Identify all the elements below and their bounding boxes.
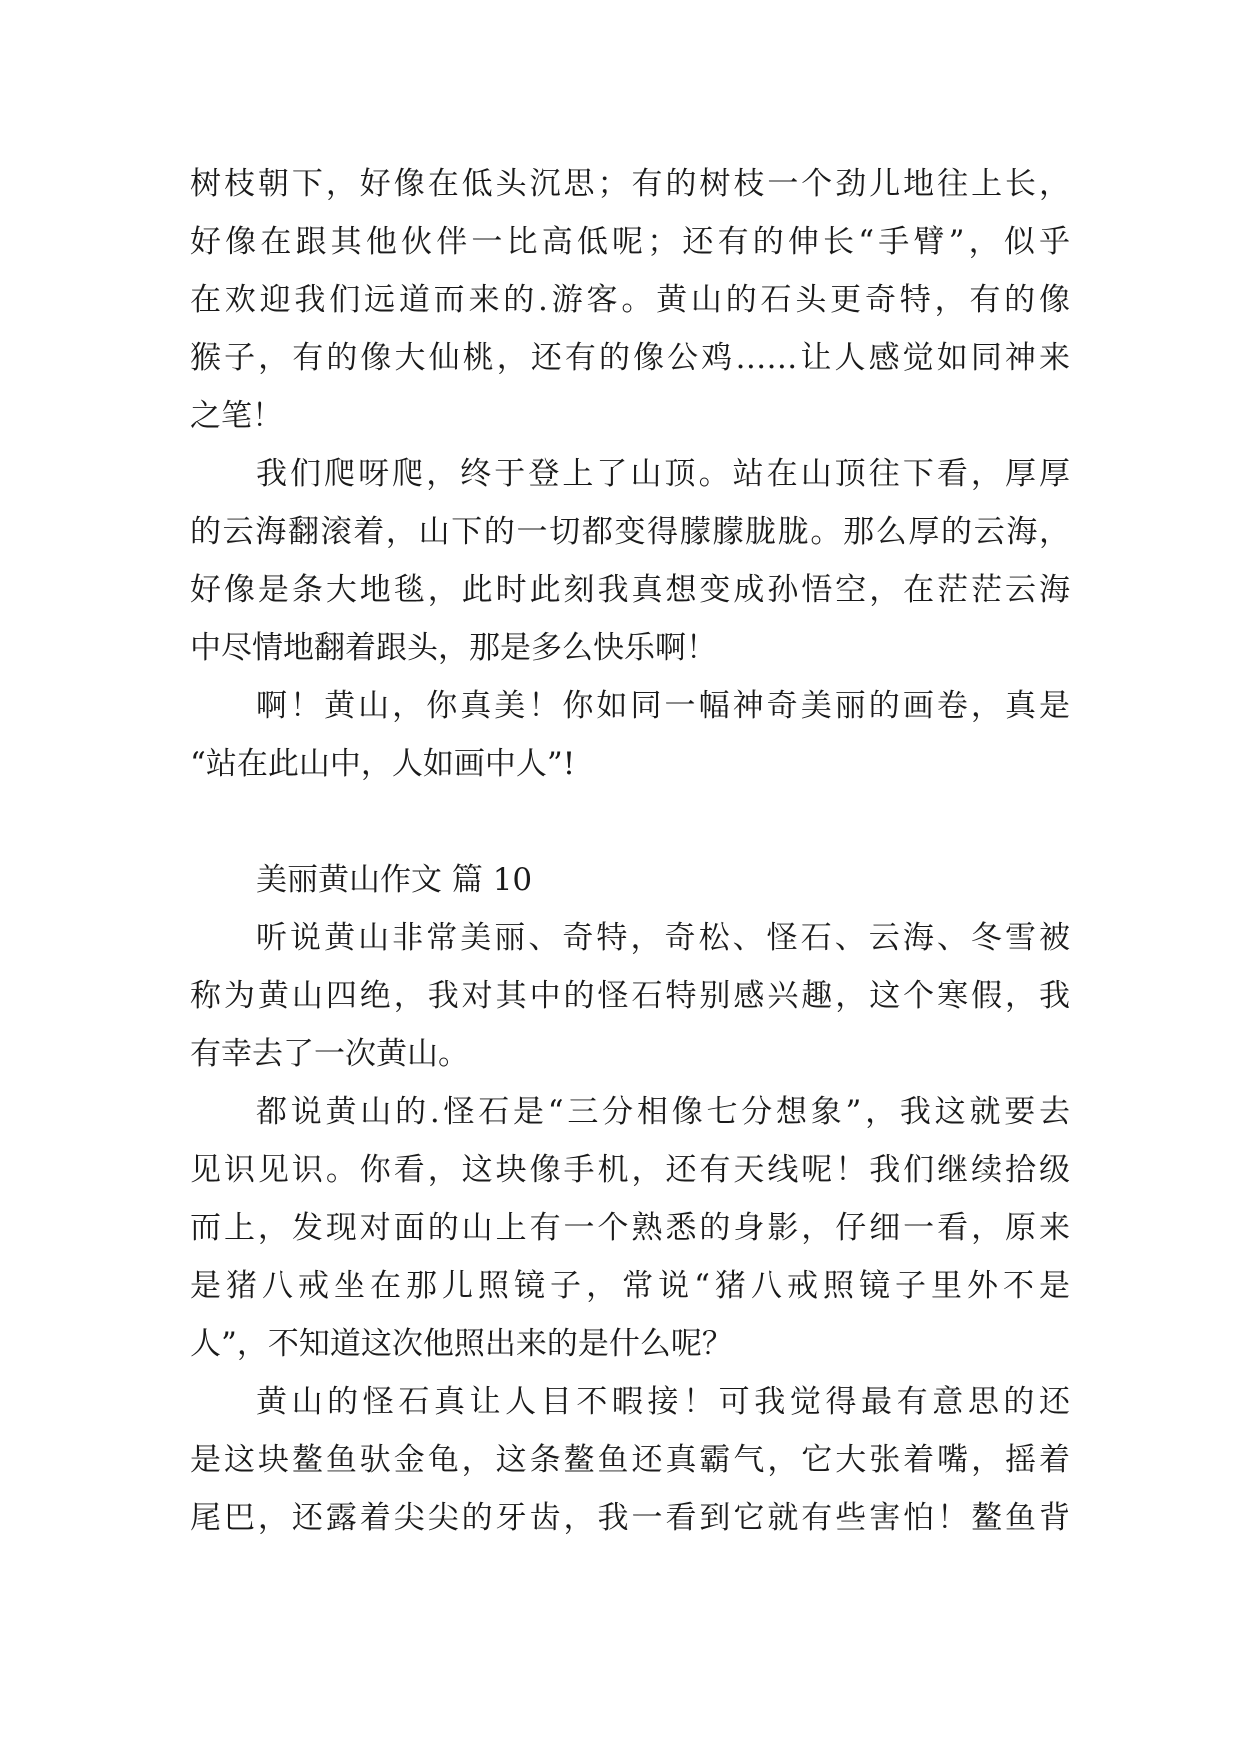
document-body bbox=[190, 155, 1070, 1547]
paragraph-line: 啊！黄山，你真美！你如同一幅神奇美丽的画卷，真是 bbox=[256, 688, 1070, 724]
paragraph-line: “站在此山中，人如画中人”! bbox=[190, 746, 576, 782]
paragraph-line: 都说黄山的.怪石是“三分相像七分想象”，我这就要去 bbox=[256, 1094, 1070, 1130]
paragraph-line: 好像在跟其他伙伴一比高低呢；还有的伸长“手臂”，似乎 bbox=[190, 224, 1070, 260]
paragraph-line: 中尽情地翻着跟头，那是多么快乐啊！ bbox=[190, 630, 717, 666]
paragraph-line: 是这块鳌鱼驮金龟，这条鳌鱼还真霸气，它大张着嘴，摇着 bbox=[190, 1442, 1070, 1478]
paragraph-line: 好像是条大地毯，此时此刻我真想变成孙悟空，在茫茫云海 bbox=[190, 572, 1070, 608]
paragraph-line: 猴子，有的像大仙桃，还有的像公鸡……让人感觉如同神来 bbox=[190, 340, 1070, 376]
paragraph-line: 尾巴，还露着尖尖的牙齿，我一看到它就有些害怕！鳌鱼背 bbox=[190, 1500, 1070, 1536]
paragraph-line: 黄山的怪石真让人目不暇接！可我觉得最有意思的还 bbox=[256, 1384, 1070, 1420]
section-heading: 美丽黄山作文 篇 10 bbox=[256, 862, 533, 898]
paragraph-line: 是猪八戒坐在那儿照镜子，常说“猪八戒照镜子里外不是 bbox=[190, 1268, 1070, 1304]
paragraph-line: 在欢迎我们远道而来的.游客。黄山的石头更奇特，有的像 bbox=[190, 282, 1070, 318]
section-gap bbox=[190, 793, 1070, 851]
paragraph-line: 有幸去了一次黄山。 bbox=[190, 1036, 469, 1072]
paragraph-line: 称为黄山四绝，我对其中的怪石特别感兴趣，这个寒假，我 bbox=[190, 978, 1070, 1014]
paragraph-line: 我们爬呀爬，终于登上了山顶。站在山顶往下看，厚厚 bbox=[256, 456, 1070, 492]
paragraph-line: 而上，发现对面的山上有一个熟悉的身影，仔细一看，原来 bbox=[190, 1210, 1070, 1246]
paragraph-line: 见识见识。你看，这块像手机，还有天线呢！我们继续拾级 bbox=[190, 1152, 1070, 1188]
paragraph-line: 人”，不知道这次他照出来的是什么呢？ bbox=[190, 1326, 733, 1362]
paragraph-line: 树枝朝下，好像在低头沉思；有的树枝一个劲儿地往上长， bbox=[190, 166, 1070, 202]
paragraph-line: 听说黄山非常美丽、奇特，奇松、怪石、云海、冬雪被 bbox=[256, 920, 1070, 956]
paragraph-line: 的云海翻滚着，山下的一切都变得朦朦胧胧。那么厚的云海， bbox=[190, 514, 1070, 550]
paragraph-line: 之笔！ bbox=[190, 398, 283, 434]
